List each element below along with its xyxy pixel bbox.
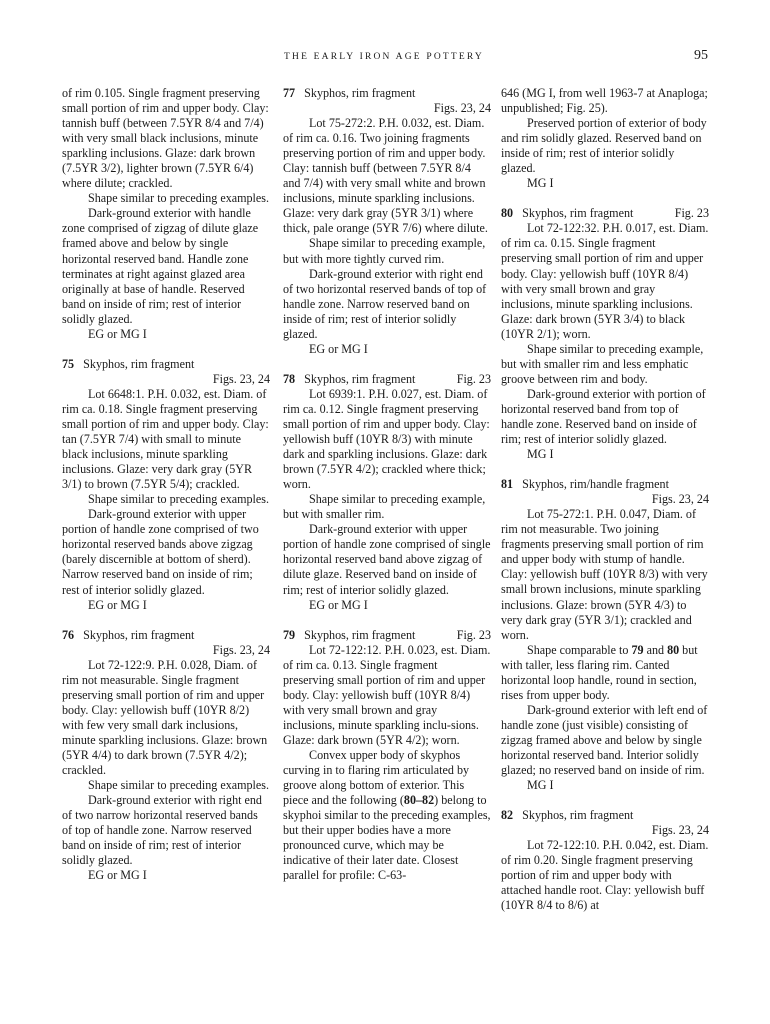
entry-80-shape: Shape similar to preceding example, but with smaller rim and less emphatic groove between rim and body. — [501, 341, 704, 386]
entry-79-figs: Fig. 23 — [456, 627, 491, 642]
entry-78-shape: Shape similar to preceding example, but with smaller rim. — [283, 492, 486, 522]
entry-81-figs: Figs. 23, 24 — [651, 492, 709, 507]
entry-74-decoration: Dark-ground exterior with handle zone comprised of zigzag of dilute glaze framed above and below by single horizontal reserved band. Handle zone terminates at right against glazed area originally at base of handle. Reserved band on inside of rim; rest of interior solidly glazed. — [62, 206, 259, 326]
entry-81-crossref-1: 79 — [631, 642, 644, 657]
entry-79-commentary-b: ) belong to skyphoi similar to the preceding examples, but their upper bodies have a more pronounced curve, which may be indicative of their later date. Closest parallel for profile: C-63- — [283, 793, 491, 883]
entry-81-shape-a: Shape comparable to — [527, 642, 632, 657]
entry-75-decoration: Dark-ground exterior with upper portion of handle zone comprised of two horizontal reserved bands above zigzag (barely discernible at bottom of sherd). Narrow reserved band on inside of rim; rest of interior solidly glazed. — [62, 507, 259, 597]
entry-79-heading — [283, 628, 491, 643]
entry-77-figs: Figs. 23, 24 — [433, 101, 491, 116]
column-right — [501, 86, 709, 913]
entry-76-shape: Shape similar to preceding examples. — [88, 778, 270, 793]
entry-82-number: 82 — [501, 808, 514, 823]
entry-80-body: Lot 72-122:32. P.H. 0.017, est. Diam. of rim ca. 0.15. Single fragment preserving small portion of rim and upper body. Clay: yellowish buff (10YR 8/4) with very small brown and gray inclusions, minute sparkling inclusions. Glaze: dark brown (5YR 3/4) to black (10YR 2/1); worn. — [501, 221, 709, 341]
entry-78-decoration: Dark-ground exterior with upper portion of handle zone comprised of single horizontal reserved band above zigzag of dilute glaze. Reserved band on inside of rim; rest of interior solidly glazed. — [283, 522, 491, 597]
entry-78-title: Skyphos, rim fragment — [304, 371, 416, 386]
entry-79-continuation: 646 (MG I, from well 1963-7 at Anaploga; unpublished; Fig. 25). — [501, 86, 708, 116]
entry-81-number: 81 — [501, 477, 514, 492]
entry-79-crossref: 80–82 — [403, 793, 435, 808]
entry-79-title: Skyphos, rim fragment — [304, 627, 416, 642]
entry-81-crossref-2: 80 — [667, 642, 680, 657]
entry-81-shape-and: and — [643, 642, 668, 657]
entry-78-figs: Fig. 23 — [456, 371, 491, 386]
entry-78-number: 78 — [283, 371, 296, 386]
entry-74-date: EG or MG I — [88, 326, 147, 341]
entry-76-title: Skyphos, rim fragment — [83, 627, 195, 642]
entry-76-number: 76 — [62, 627, 75, 642]
page-number: 95 — [694, 48, 708, 63]
entry-78-date: EG or MG I — [309, 597, 368, 612]
entry-81-shape — [501, 643, 709, 703]
entry-82-title: Skyphos, rim fragment — [522, 808, 634, 823]
entry-74-shape: Shape similar to preceding examples. — [88, 191, 270, 206]
entry-81-date: MG I — [527, 778, 554, 793]
entry-81-decoration: Dark-ground exterior with left end of handle zone (just visible) consisting of zigzag framed above and below by single horizontal reserved band. Interior solidly glazed; no reserved band on inside of rim. — [501, 702, 708, 778]
entry-75-heading — [62, 357, 270, 372]
entry-81-body: Lot 75-272:1. P.H. 0.047, Diam. of rim not measurable. Two joining fragments preserving small portion of rim and upper body with stump of handle. Clay: yellowish buff (10YR 8/3) with very small brown inclusions, minute sparkling inclusions. Glaze: brown (5YR 4/3) to very dark gray (5YR 3/1); crackled and worn. — [501, 507, 708, 642]
entry-77-number: 77 — [283, 86, 296, 100]
entry-75-figs: Figs. 23, 24 — [212, 371, 270, 386]
entry-77-body: Lot 75-272:2. P.H. 0.032, est. Diam. of rim ca. 0.16. Two joining fragments preserving portion of rim and upper body. Clay: tannish buff (between 7.5YR 8/4 and 7/4) with very small white and brown inclusions, minute sparkling inclusions. Glaze: very dark gray (5YR 3/1) where thick, pale orange (5YR 7/6) where dilute. — [283, 116, 488, 236]
entry-75-date: EG or MG I — [88, 597, 147, 612]
entry-80-title: Skyphos, rim fragment — [522, 206, 634, 221]
entry-78-heading — [283, 372, 491, 387]
entry-79-decoration: Preserved portion of exterior of body and rim solidly glazed. Reserved band on inside of rim; rest of interior solidly glazed. — [501, 116, 707, 176]
running-title: THE EARLY IRON AGE POTTERY — [284, 52, 484, 62]
entry-80-figs: Fig. 23 — [674, 206, 709, 221]
entry-82-heading — [501, 808, 709, 823]
entry-79-number: 79 — [283, 627, 296, 642]
entry-76-heading — [62, 628, 270, 643]
entry-74-continuation: of rim 0.105. Single fragment preserving small portion of rim and upper body. Clay: tannish buff (between 7.5YR 8/4 and 7/4) with very small black inclusions, minute sparkling inclusions. Glaze: dark brown (7.5YR 3/2), lighter brown (7.5YR 6/4) where dilute; crackled. — [62, 86, 269, 191]
entry-75-number: 75 — [62, 356, 75, 371]
entry-76-date: EG or MG I — [88, 868, 147, 883]
entry-80-heading — [501, 206, 709, 221]
entry-76-figs: Figs. 23, 24 — [212, 642, 270, 657]
entry-77-decoration: Dark-ground exterior with right end of two horizontal reserved bands of top of handle zone. Narrow reserved band on inside of rim; rest of interior solidly glazed. — [283, 266, 487, 341]
entry-76-body: Lot 72-122:9. P.H. 0.028, Diam. of rim not measurable. Single fragment preserving small portion of rim and upper body. Clay: yellowish buff (10YR 8/2) with few very small dark inclusions, minute sparkling inclusions. Glaze: brown (5YR 4/4) to dark brown (7.5YR 4/2); crackled. — [62, 657, 268, 778]
entry-78-body: Lot 6939:1. P.H. 0.027, est. Diam. of rim ca. 0.12. Single fragment preserving small portion of rim and upper body. Clay: yellowish buff (10YR 8/3) with minute dark and sparkling inclusions. Glaze: dark brown (7.5YR 4/2); crackled where thick; worn. — [283, 386, 490, 492]
entry-82-figs: Figs. 23, 24 — [651, 823, 709, 838]
entry-77-shape: Shape similar to preceding example, but with more tightly curved rim. — [283, 236, 486, 266]
entry-76-decoration: Dark-ground exterior with right end of two narrow horizontal reserved bands of top of handle zone. Narrow reserved band on inside of rim; rest of interior solidly glazed. — [62, 793, 262, 868]
entry-77-heading — [283, 86, 491, 101]
entry-77-date: EG or MG I — [309, 341, 368, 356]
entry-80-decoration: Dark-ground exterior with portion of horizontal reserved band from top of handle zone. Reserved band on inside of rim; rest of interior solidly glazed. — [501, 386, 706, 447]
entry-79-commentary — [283, 748, 491, 883]
entry-81-shape-b: but with taller, less flaring rim. Canted horizontal loop handle, round in section, rises from upper body. — [501, 642, 698, 702]
entry-79-commentary-a: Convex upper body of skyphos curving in to flaring rim articulated by groove along bottom of exterior. This piece and the following ( — [283, 747, 470, 808]
running-head — [60, 48, 708, 66]
entry-81-title: Skyphos, rim/handle fragment — [522, 477, 669, 492]
column-left — [62, 86, 270, 883]
entry-79-body: Lot 72-122:12. P.H. 0.023, est. Diam. of rim ca. 0.13. Single fragment preserving small portion of rim and upper body. Clay: yellowish buff (10YR 8/4) with very small brown and gray inclusions, minute sparkling inclu-sions. Glaze: dark brown (5YR 4/2); worn. — [283, 642, 491, 747]
entry-75-shape: Shape similar to preceding examples. — [88, 492, 270, 507]
entry-75-body: Lot 6648:1. P.H. 0.032, est. Diam. of rim ca. 0.18. Single fragment preserving small portion of rim and upper body. Clay: tan (7.5YR 7/4) with small to minute black inclusions, minute sparkling inclusions. Glaze: very dark gray (5YR 3/1) to brown (7.5YR 5/4); crackled. — [62, 386, 269, 492]
entry-80-number: 80 — [501, 206, 514, 221]
entry-82-body: Lot 72-122:10. P.H. 0.042, est. Diam. of rim 0.20. Single fragment preserving portion of rim and upper body with attached handle root. Clay: yellowish buff (10YR 8/4 to 8/6) at — [501, 838, 709, 913]
entry-75-title: Skyphos, rim fragment — [83, 356, 195, 371]
entry-77-title: Skyphos, rim fragment — [304, 86, 416, 100]
entry-80-date: MG I — [527, 447, 554, 462]
entry-81-heading — [501, 477, 709, 492]
column-middle — [283, 86, 491, 883]
entry-79-date: MG I — [527, 176, 554, 191]
